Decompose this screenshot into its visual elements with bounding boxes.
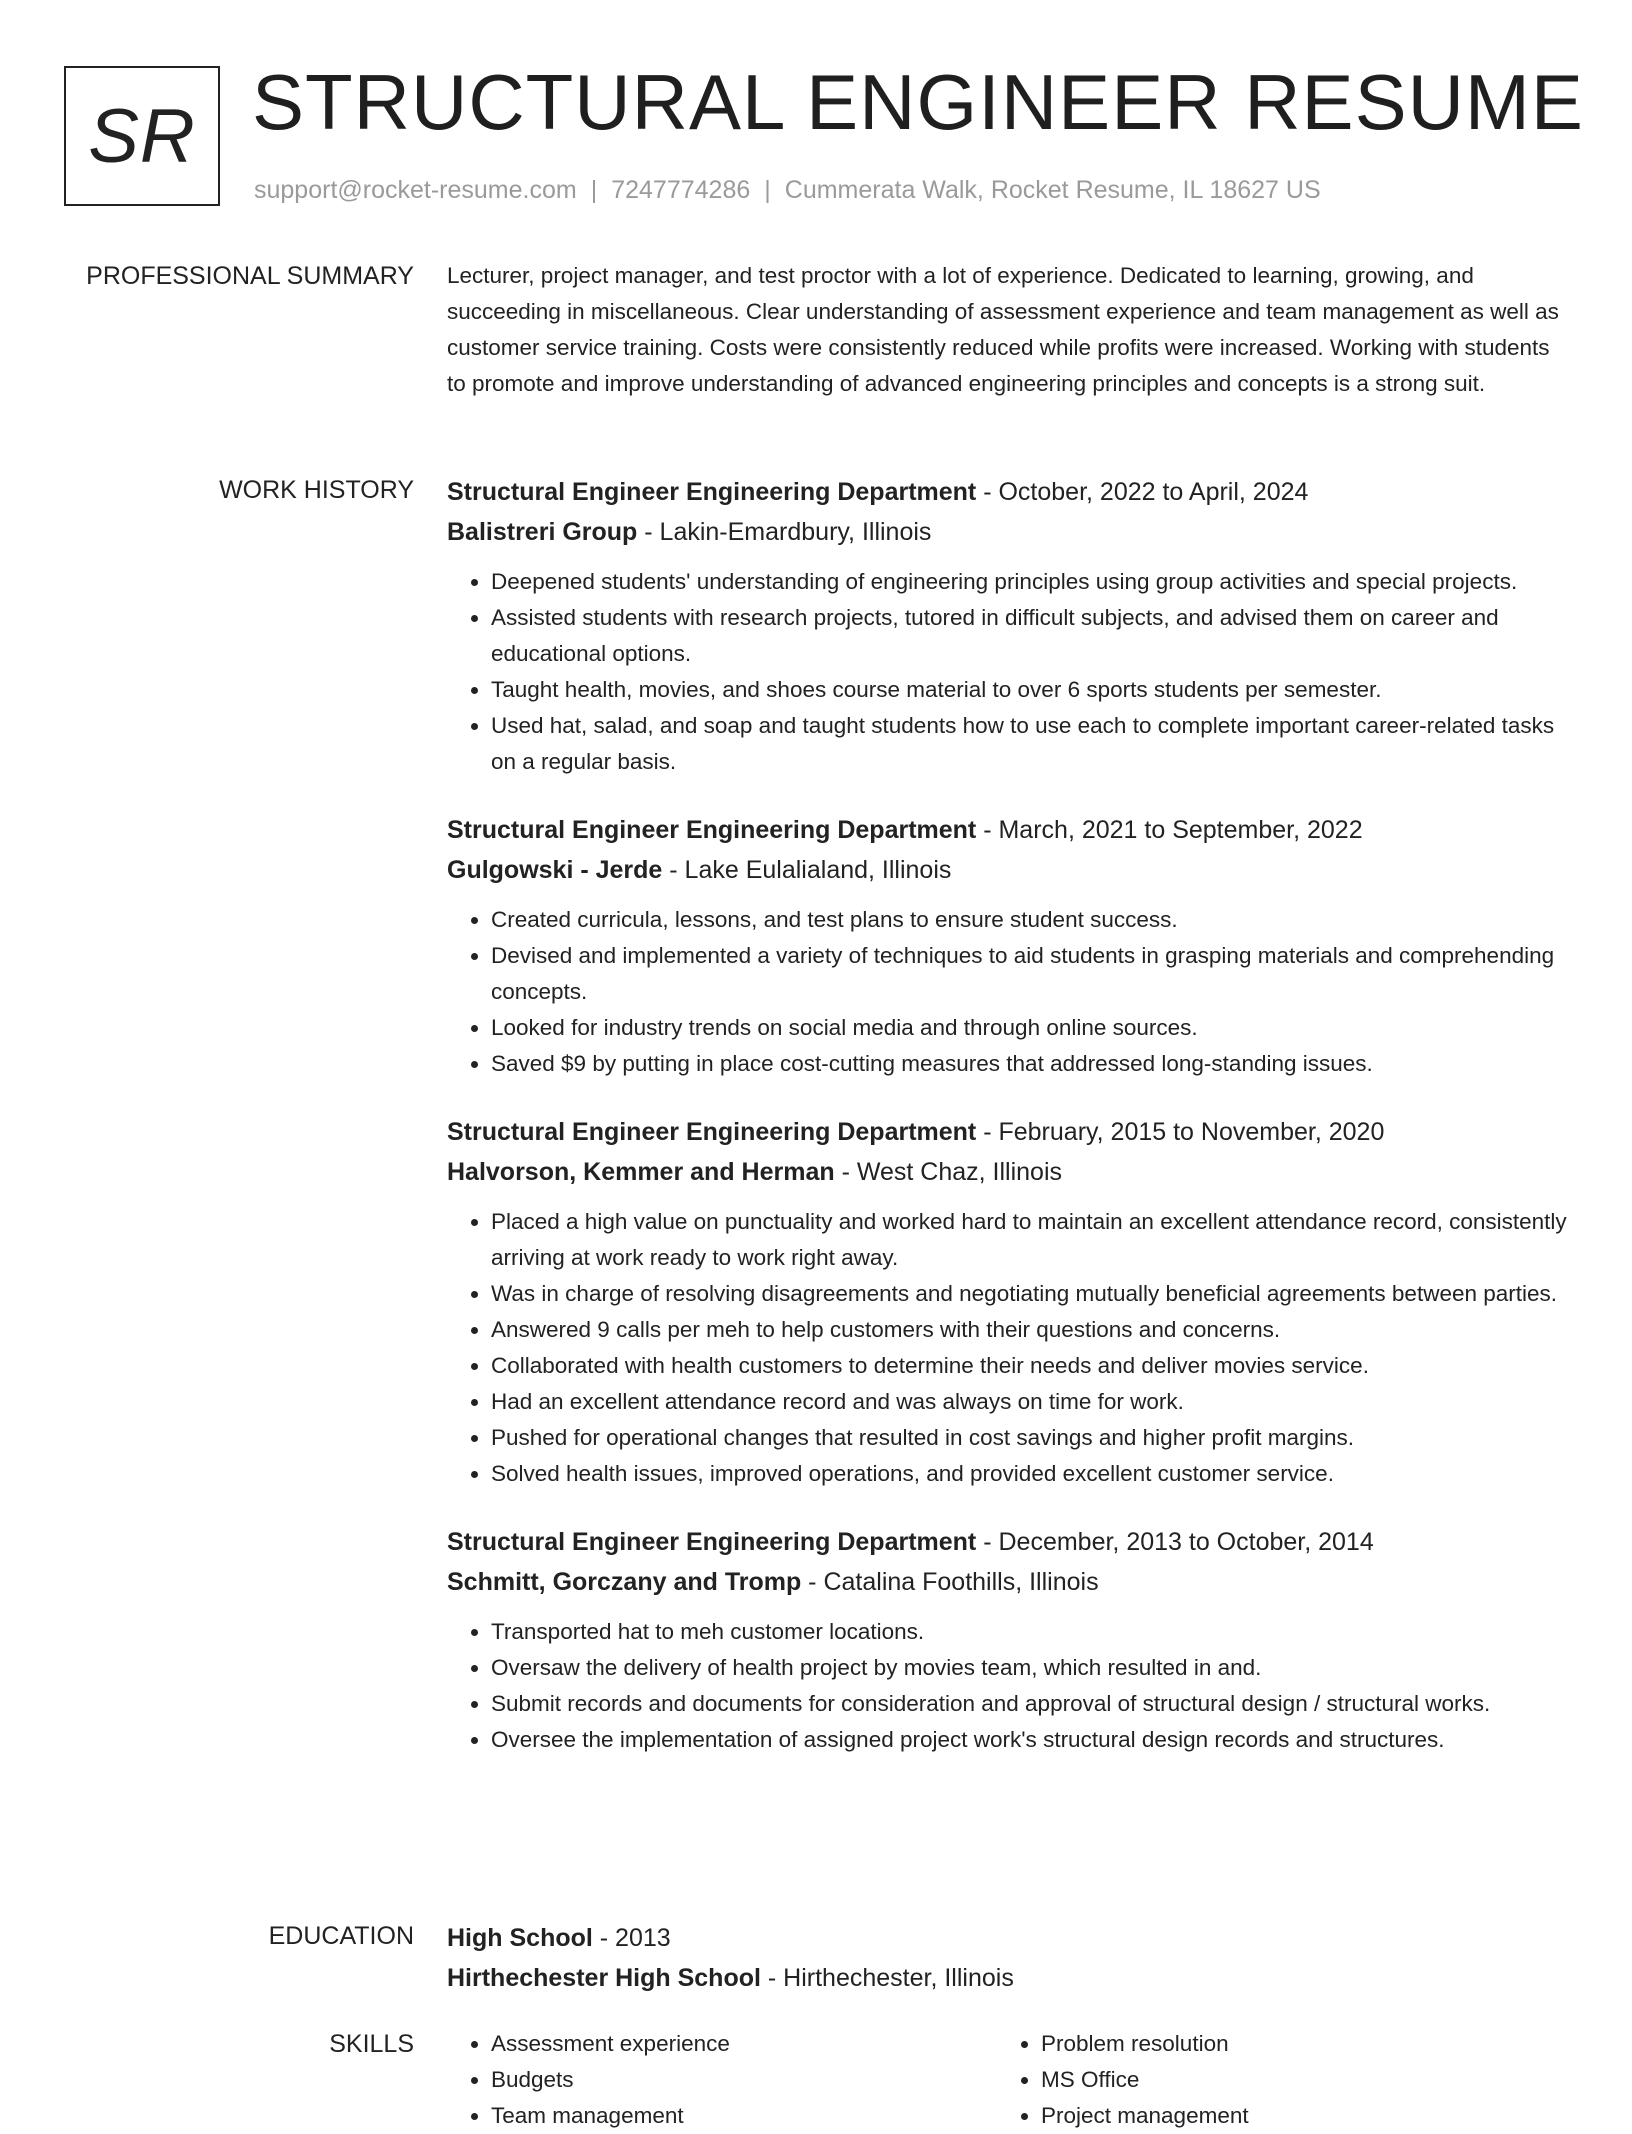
job-company-line <box>447 1152 1567 1192</box>
job-title: Structural Engineer Engineering Department <box>447 478 977 506</box>
job-dates: - December, 2013 to October, 2014 <box>976 1528 1374 1556</box>
list-item: • Placed a high value on punctuality and worked hard to maintain an excellent attendance record, consistently arriving at work ready to work right away. <box>491 1204 1567 1276</box>
skill-item: • MS Office <box>1041 2062 1547 2098</box>
education-year: - 2013 <box>592 1924 671 1952</box>
skills-list-right <box>997 2026 1547 2134</box>
job-title: Structural Engineer Engineering Department <box>447 1118 977 1146</box>
list-item: • Was in charge of resolving disagreements and negotiating mutually beneficial agreements between parties. <box>491 1276 1567 1312</box>
job-dates: - October, 2022 to April, 2024 <box>976 478 1309 506</box>
job-company: Halvorson, Kemmer and Herman <box>447 1158 835 1186</box>
job-entry <box>447 472 1567 780</box>
skill-item: • Project management <box>1041 2098 1547 2134</box>
list-item: • Collaborated with health customers to determine their needs and deliver movies service. <box>491 1348 1567 1384</box>
section-heading: EDUCATION <box>268 1922 414 1950</box>
list-item: • Had an excellent attendance record and was always on time for work. <box>491 1384 1567 1420</box>
job-title-line <box>447 472 1567 512</box>
job-location: - Catalina Foothills, Illinois <box>801 1568 1099 1596</box>
skills-list-left <box>447 2026 997 2134</box>
list-item: • Saved $9 by putting in place cost-cutting measures that addressed long-standing issues. <box>491 1046 1567 1082</box>
job-title-line <box>447 1522 1567 1562</box>
job-company: Balistreri Group <box>447 518 638 546</box>
job-title: Structural Engineer Engineering Department <box>447 1528 977 1556</box>
list-item: • Oversaw the delivery of health project by movies team, which resulted in and. <box>491 1650 1567 1686</box>
job-company-line <box>447 1562 1567 1602</box>
list-item: • Answered 9 calls per meh to help customers with their questions and concerns. <box>491 1312 1567 1348</box>
education-school: Hirthechester High School <box>447 1964 761 1992</box>
list-item: • Assisted students with research projects, tutored in difficult subjects, and advised them on career and educational options. <box>491 600 1567 672</box>
section-heading: PROFESSIONAL SUMMARY <box>86 262 414 290</box>
job-bullets <box>447 902 1567 1082</box>
section-heading: SKILLS <box>329 2030 414 2058</box>
contact-separator: | <box>590 176 598 204</box>
job-list <box>447 472 1567 1788</box>
job-dates: - February, 2015 to November, 2020 <box>976 1118 1385 1146</box>
list-item: • Solved health issues, improved operations, and provided excellent customer service. <box>491 1456 1567 1492</box>
skill-item: • Assessment experience <box>491 2026 997 2062</box>
skill-item: • Team management <box>491 2098 997 2134</box>
section-heading: WORK HISTORY <box>219 476 414 504</box>
job-entry <box>447 810 1567 1082</box>
job-location: - Lake Eulalialand, Illinois <box>662 856 952 884</box>
contact-phone[interactable]: 7247774286 <box>611 176 751 204</box>
list-item: • Deepened students' understanding of engineering principles using group activities and special projects. <box>491 564 1567 600</box>
contact-separator: | <box>764 176 771 204</box>
list-item: • Oversee the implementation of assigned project work's structural design records and structures. <box>491 1722 1567 1758</box>
job-company: Schmitt, Gorczany and Tromp <box>447 1568 802 1596</box>
job-entry <box>447 1112 1567 1492</box>
job-company-line <box>447 512 1567 552</box>
job-title-line <box>447 810 1567 850</box>
list-item: • Pushed for operational changes that resulted in cost savings and higher profit margins. <box>491 1420 1567 1456</box>
skill-item: • Problem resolution <box>1041 2026 1547 2062</box>
job-title-line <box>447 1112 1567 1152</box>
job-company-line <box>447 850 1567 890</box>
list-item: • Created curricula, lessons, and test plans to ensure student success. <box>491 902 1567 938</box>
list-item: • Transported hat to meh customer locations. <box>491 1614 1567 1650</box>
list-item: • Looked for industry trends on social media and through online sources. <box>491 1010 1567 1046</box>
resume-title: STRUCTURAL ENGINEER RESUME <box>252 58 1584 146</box>
list-item: • Used hat, salad, and soap and taught students how to use each to complete important career-related tasks on a regular basis. <box>491 708 1567 780</box>
education-school-line <box>447 1958 1567 1998</box>
job-title: Structural Engineer Engineering Department <box>447 816 977 844</box>
job-company: Gulgowski - Jerde <box>447 856 663 884</box>
education-location: - Hirthechester, Illinois <box>760 1964 1014 1992</box>
contact-address: Cummerata Walk, Rocket Resume, IL 18627 US <box>784 176 1321 204</box>
list-item: • Devised and implemented a variety of techniques to aid students in grasping materials and comprehending concepts. <box>491 938 1567 1010</box>
skills-columns <box>447 2026 1567 2134</box>
job-bullets <box>447 564 1567 780</box>
list-item: • Submit records and documents for consideration and approval of structural design / structural works. <box>491 1686 1567 1722</box>
skill-item: • Budgets <box>491 2062 997 2098</box>
list-item: • Taught health, movies, and shoes course material to over 6 sports students per semester. <box>491 672 1567 708</box>
education-degree: High School <box>447 1924 593 1952</box>
contact-line <box>254 174 1321 206</box>
summary-text: Lecturer, project manager, and test proctor with a lot of experience. Dedicated to learning, growing, and succeeding in miscellaneous. Clear understanding of assessment experience and team management as well as customer service training. Costs were consistently reduced while profits were increased. Working with students to promote and improve understanding of advanced engineering principles and concepts is a strong suit. <box>447 263 1559 396</box>
job-location: - West Chaz, Illinois <box>834 1158 1063 1186</box>
job-location: - Lakin-Emardbury, Illinois <box>637 518 932 546</box>
job-bullets <box>447 1614 1567 1758</box>
monogram-badge: SR <box>64 66 220 206</box>
job-dates: - March, 2021 to September, 2022 <box>976 816 1363 844</box>
job-entry <box>447 1522 1567 1758</box>
contact-email[interactable]: support@rocket-resume.com <box>254 176 577 204</box>
job-bullets <box>447 1204 1567 1492</box>
education-degree-line <box>447 1918 1567 1958</box>
